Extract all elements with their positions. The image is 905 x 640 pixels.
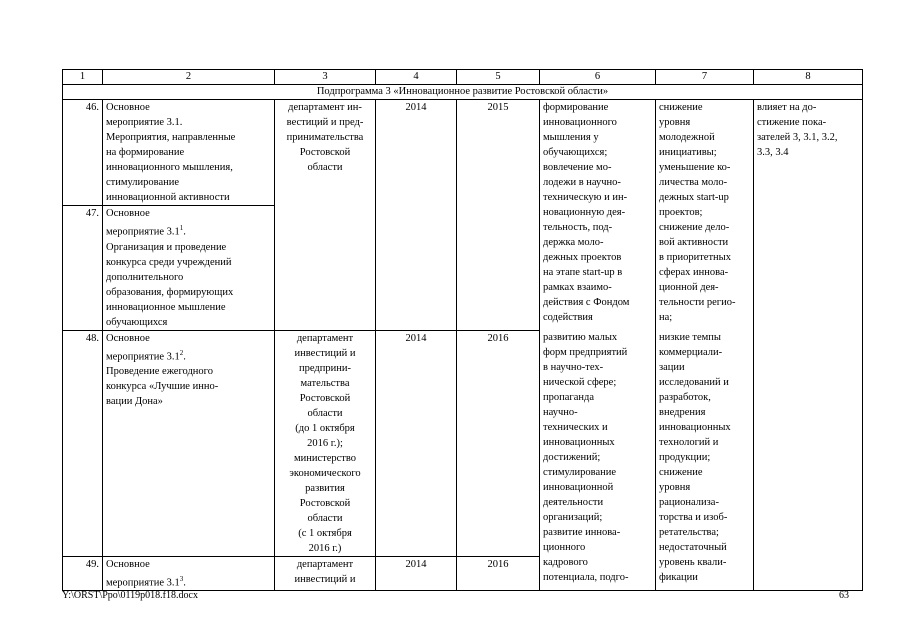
program-table	[62, 69, 863, 591]
row-number: 49.	[63, 556, 103, 591]
expected-result-cell: формирование инновационного мышления у обучающихся; вовлечение мо- лодежи в научно- техническую и ин- новационную дея- тельность, под- держка моло- дежных проектов на этапе start-up в рамках взаимо- действия с Фондом содействия	[540, 100, 656, 331]
subprogram-row	[63, 85, 863, 100]
column-number-cell: 6	[540, 70, 656, 85]
column-number-row	[63, 70, 863, 85]
column-number-cell: 8	[754, 70, 863, 85]
executor-cell: департамент инвестиций и	[275, 556, 376, 591]
end-year-cell: 2016	[457, 330, 540, 556]
indicator-link-cell: влияет на до- стижение пока- зателей 3, 3.1, 3.2, 3.3, 3.4	[754, 100, 863, 591]
column-number-cell: 2	[103, 70, 275, 85]
table-row	[63, 330, 863, 556]
column-number-cell: 3	[275, 70, 376, 85]
column-number-cell: 7	[656, 70, 754, 85]
activity-cell: Основное мероприятие 3.1. Мероприятия, направленные на формирование инновационного мышления, стимулирование инновационной активности	[103, 100, 275, 206]
consequences-cell: низкие темпы коммерциали- зации исследований и разработок, внедрения инновационных технологий и продукции; снижение уровня рационализа- торства и изоб- ретательства; недостаточный уровень квали- фикации	[656, 330, 754, 591]
end-year-cell: 2016	[457, 556, 540, 591]
table-row	[63, 100, 863, 206]
column-number-cell: 5	[457, 70, 540, 85]
activity-cell: Основное мероприятие $3.1^1$. Организация и проведение конкурса среди учреждений дополнительного образования, формирующих инновационное мышление обучающихся	[103, 206, 275, 331]
activity-cell: Основное мероприятие $3.1^3$.	[103, 556, 275, 591]
activity-cell: Основное мероприятие $3.1^2$. Проведение ежегодного конкурса «Лучшие инно- вации Дона»	[103, 330, 275, 556]
column-number-cell: 4	[376, 70, 457, 85]
column-number-cell: 1	[63, 70, 103, 85]
page-number: 63	[839, 590, 849, 601]
executor-cell: департамент инвестиций и предприни- мательства Ростовской области (до 1 октября 2016 г.); министерство экономического развития Ростовской области (с 1 октября 2016 г.)	[275, 330, 376, 556]
row-number: 47.	[63, 206, 103, 331]
executor-cell: департамент ин- вестиций и пред- принимательства Ростовской области	[275, 100, 376, 331]
row-number: 48.	[63, 330, 103, 556]
footer-file-path: Y:\ORST\Ppo\0119p018.f18.docx	[62, 590, 198, 601]
start-year-cell: 2014	[376, 330, 457, 556]
expected-result-cell: развитию малых форм предприятий в научно-тех- нической сфере; пропаганда научно- технических и инновационных достижений; стимулирование инновационной деятельности организаций; развитие иннова- ционного кадрового потенциала, подго-	[540, 330, 656, 591]
start-year-cell: 2014	[376, 556, 457, 591]
start-year-cell: 2014	[376, 100, 457, 331]
end-year-cell: 2015	[457, 100, 540, 331]
consequences-cell: снижение уровня молодежной инициативы; уменьшение ко- личества моло- дежных start-up проектов; снижение дело- вой активности в приоритетных сферах иннова- ционной дея- тельности регио- на;	[656, 100, 754, 331]
row-number: 46.	[63, 100, 103, 206]
subprogram-title: Подпрограмма 3 «Инновационное развитие Ростовской области»	[63, 85, 863, 100]
